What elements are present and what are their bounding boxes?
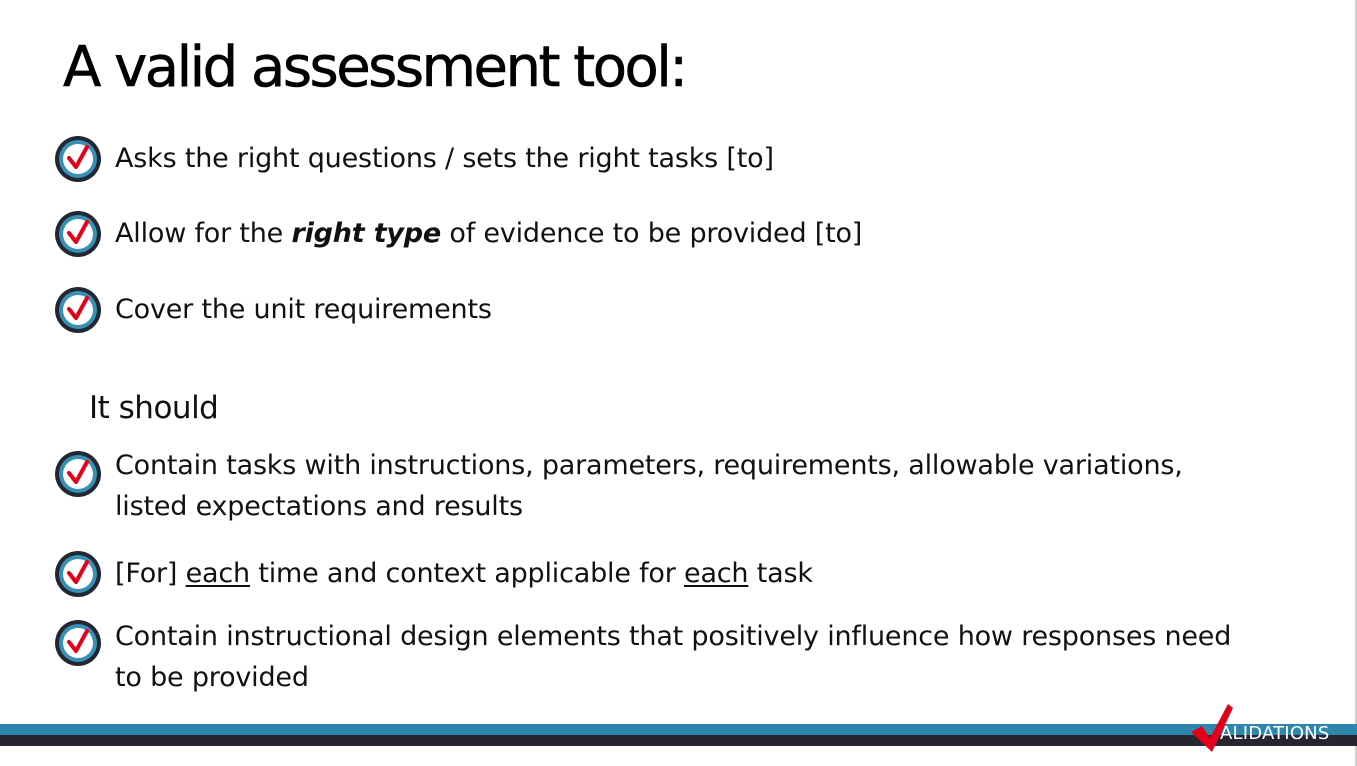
footer-bar-dark [0, 735, 1357, 746]
footer-logo-text: ALIDATIONS [1220, 723, 1330, 744]
bullet-text [115, 289, 1235, 330]
subheading: It should [89, 390, 219, 426]
bullet-text-part: Allow for the [115, 218, 292, 249]
slide-title: A valid assessment tool: [63, 35, 686, 100]
bullet-text-part: Asks the right questions / sets the right tasks [to] [115, 143, 774, 174]
check-circle-icon [52, 133, 104, 185]
check-circle-icon [52, 208, 104, 260]
bullet-text [115, 616, 1235, 698]
bullet-text-part: of evidence to be provided [to] [441, 218, 863, 249]
bullet-text-part: task [748, 558, 813, 589]
check-circle-icon [52, 284, 104, 336]
bullet-text-part: Contain tasks with instructions, parameters, requirements, allowable variations, listed expectations and results [115, 450, 1183, 522]
check-circle-icon [52, 617, 104, 669]
bullet-text [115, 138, 1235, 179]
bullet-text-underlined: each [684, 558, 749, 589]
bullet-text [115, 553, 1235, 594]
bullet-text-emphasis: right type [291, 218, 442, 249]
bullet-text-part: Cover the unit requirements [115, 294, 492, 325]
footer-bar-accent [0, 724, 1357, 735]
check-circle-icon [52, 548, 104, 600]
bullet-text [115, 213, 1235, 254]
check-circle-icon [52, 448, 104, 500]
bullet-text-underlined: each [185, 558, 250, 589]
bullet-text-part: time and context applicable for [249, 558, 685, 589]
bullet-text-part: Contain instructional design elements that positively influence how responses need to be provided [115, 621, 1232, 693]
bullet-text [115, 445, 1235, 527]
bullet-text-part: [For] [115, 558, 186, 589]
